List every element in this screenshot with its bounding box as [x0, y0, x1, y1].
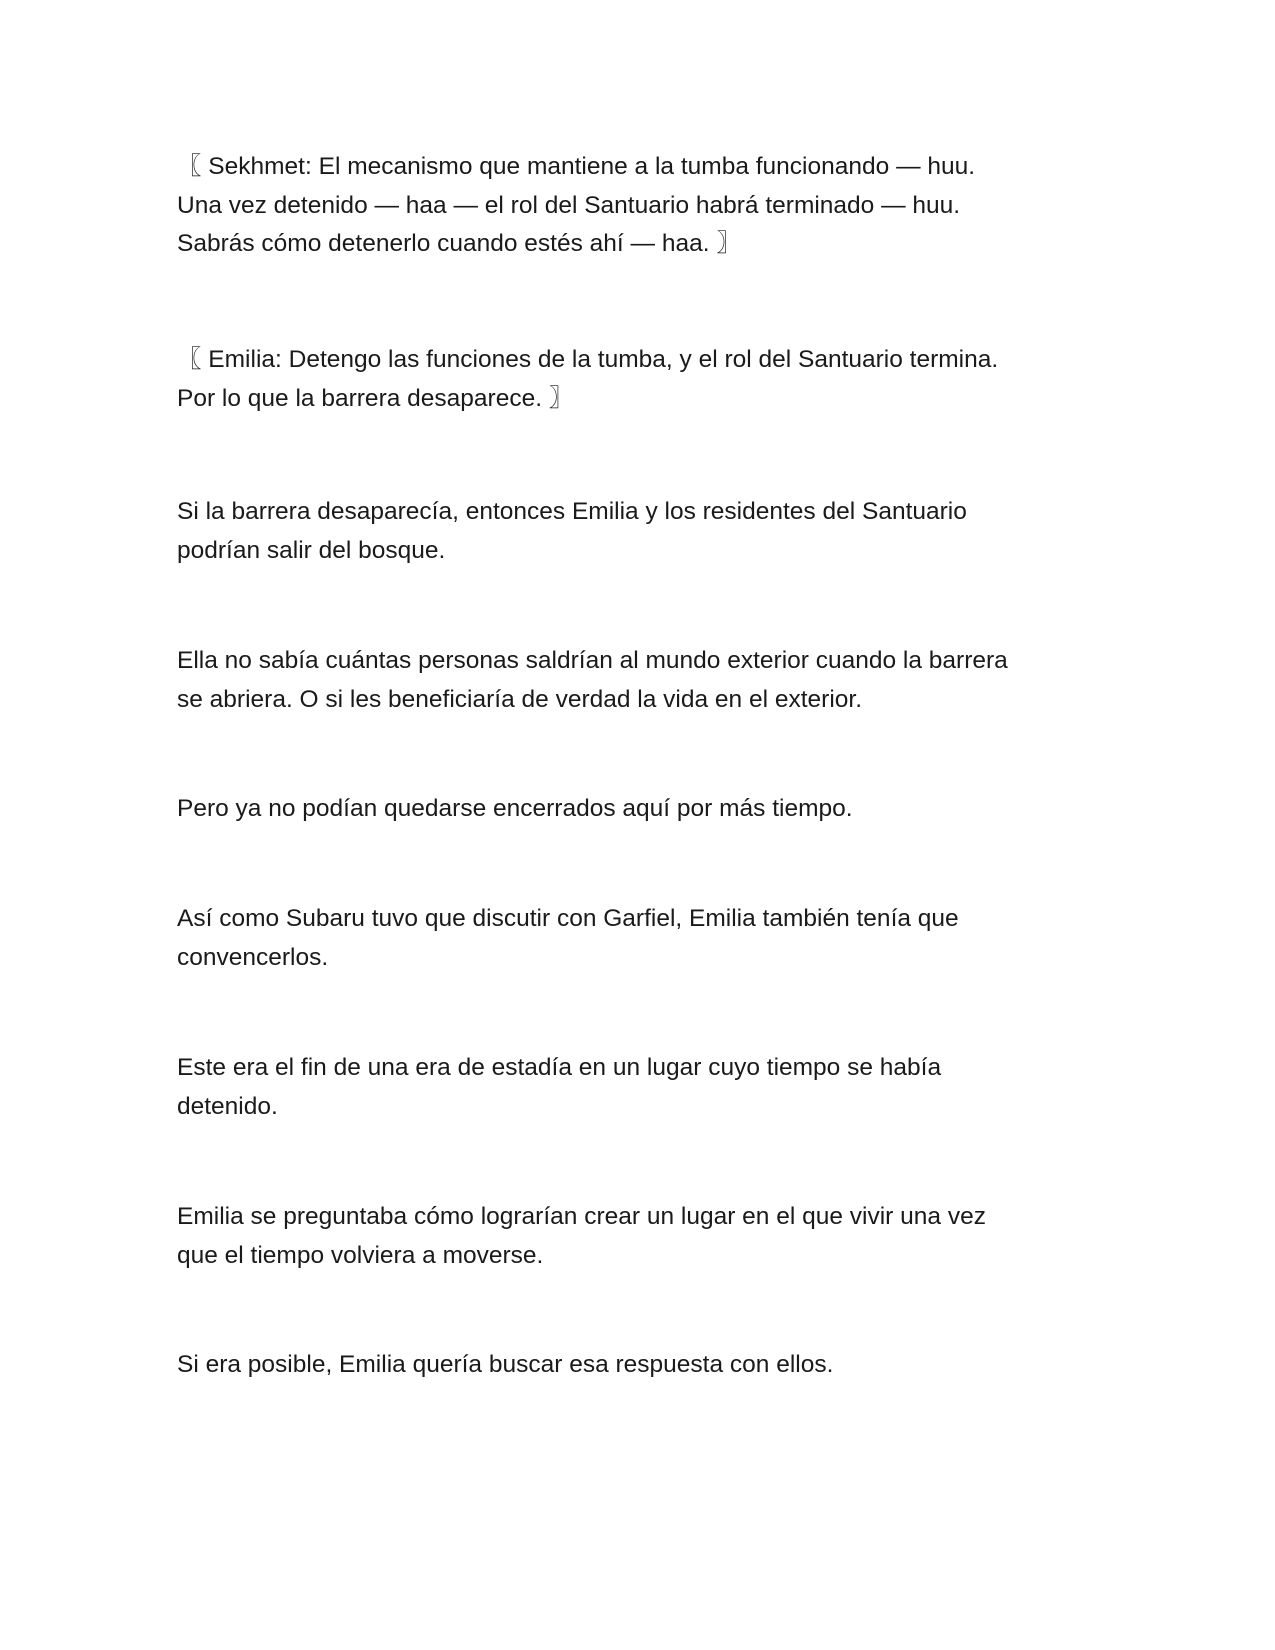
text-line: 〖 Sekhmet: El mecanismo que mantiene a la tumba funcionando — huu.	[177, 153, 976, 180]
text-line: Ella no sabía cuántas personas saldrían al mundo exterior cuando la barrera	[177, 647, 1008, 674]
text-line: Si era posible, Emilia quería buscar esa respuesta con ellos.	[177, 1351, 834, 1378]
text-line: Este era el fin de una era de estadía en un lugar cuyo tiempo se había	[177, 1054, 942, 1081]
text-line: se abriera. O si les beneficiaría de verdad la vida en el exterior.	[177, 685, 863, 713]
text-line: 〖 Emilia: Detengo las funciones de la tumba, y el rol del Santuario termina.	[177, 346, 999, 373]
text-line: Emilia se preguntaba cómo lograrían crear un lugar en el que vivir una vez	[177, 1203, 986, 1230]
text-line: Pero ya no podían quedarse encerrados aquí por más tiempo.	[177, 795, 853, 822]
text-line: detenido.	[177, 1092, 278, 1120]
text-line: Si la barrera desaparecía, entonces Emilia y los residentes del Santuario	[177, 498, 967, 525]
paragraph-emilia-dialogue	[177, 341, 1097, 418]
text-line: que el tiempo volviera a moverse.	[177, 1241, 544, 1269]
paragraph-answer-with-them	[177, 1346, 1097, 1385]
paragraph-end-of-era	[177, 1049, 1097, 1126]
text-line: podrían salir del bosque.	[177, 536, 446, 564]
text-line: Así como Subaru tuvo que discutir con Garfiel, Emilia también tenía que	[177, 905, 959, 932]
text-line: Una vez detenido — haa — el rol del Santuario habrá terminado — huu.	[177, 191, 961, 219]
paragraph-outside-world	[177, 642, 1097, 719]
paragraph-no-more-time	[177, 790, 1097, 829]
text-line: Sabrás cómo detenerlo cuando estés ahí — haa. 〗	[177, 230, 741, 257]
paragraph-barrier	[177, 493, 1097, 570]
paragraph-place-to-live	[177, 1198, 1097, 1275]
text-line: convencerlos.	[177, 943, 329, 971]
paragraph-sekhmet-dialogue	[177, 148, 1097, 264]
paragraph-subaru-garfiel	[177, 900, 1097, 977]
text-line: Por lo que la barrera desaparece. 〗	[177, 384, 574, 412]
